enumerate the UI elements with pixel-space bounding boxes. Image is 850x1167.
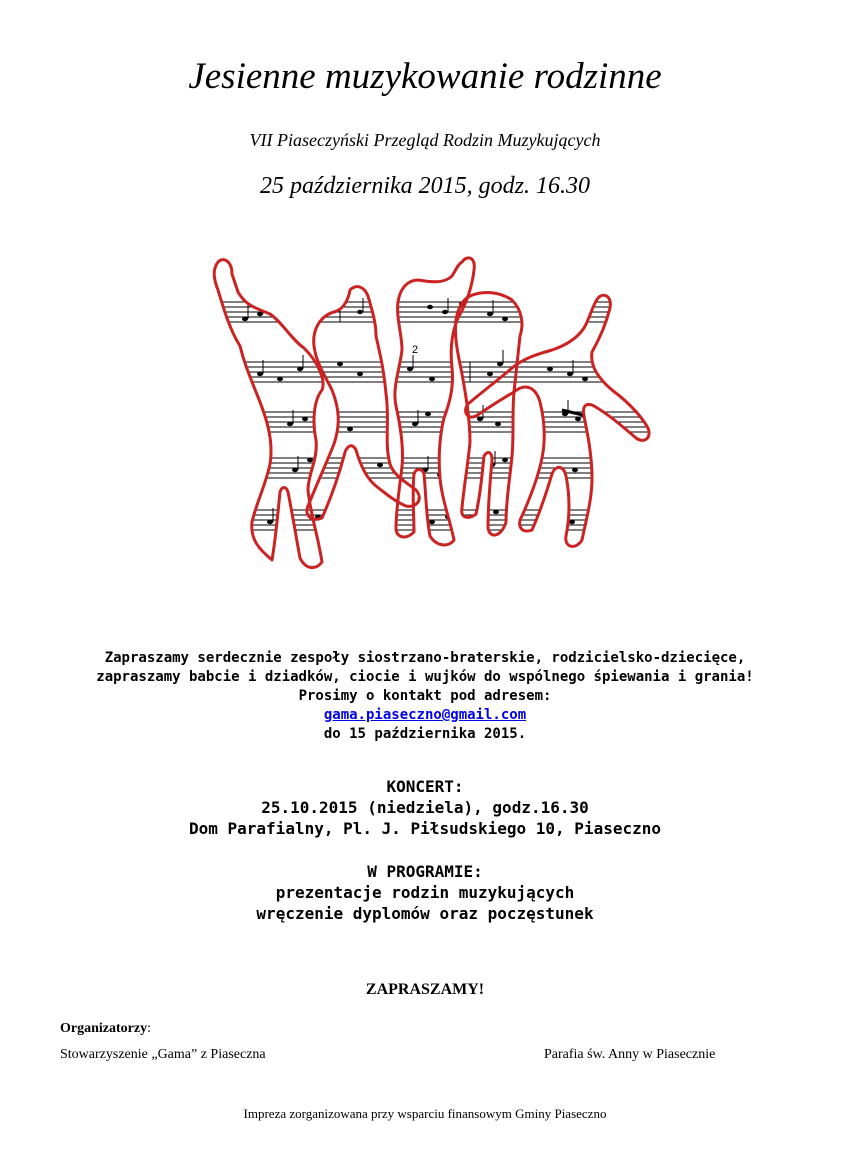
concert-venue: Dom Parafialny, Pl. J. Piłsudskiego 10, Piaseczno (188, 819, 661, 838)
organizers-label (60, 1021, 151, 1037)
event-date: 25 października 2015, godz. 16.30 (260, 173, 590, 199)
concert-heading: KONCERT: (386, 777, 464, 796)
closing-invitation: ZAPRASZAMY! (365, 981, 485, 998)
funding-footer: Impreza zorganizowana przy wsparciu finansowym Gminy Piaseczno (243, 1106, 607, 1121)
contact-prompt: Prosimy o kontakt pod adresem: (298, 688, 552, 704)
contact-deadline: do 15 października 2015. (323, 726, 527, 742)
program-item: prezentacje rodzin muzykujących (275, 883, 575, 902)
organizers-label-text: Organizatorzy (60, 1021, 148, 1036)
invitation-line: Zapraszamy serdecznie zespoły siostrzano-braterskie, rodzicielsko-dziecięce, (104, 650, 746, 666)
invitation-text (0, 649, 850, 744)
organizer-gama: Stowarzyszenie „Gama” z Piaseczna (60, 1047, 266, 1062)
contact-email-link[interactable]: gama.piaseczno@gmail.com (323, 707, 527, 723)
dancing-people-sheet-music-icon (200, 250, 660, 590)
page-title: Jesienne muzykowanie rodzinne (188, 56, 662, 97)
organizer-parish: Parafia św. Anny w Piasecznie (544, 1047, 716, 1062)
program-heading: W PROGRAMIE: (367, 862, 483, 881)
program-section (0, 861, 850, 924)
event-subtitle: VII Piaseczyński Przegląd Rodzin Muzykujących (249, 130, 601, 150)
program-item: wręczenie dyplomów oraz poczęstunek (256, 904, 594, 923)
organizers-label-colon: : (147, 1021, 151, 1036)
concert-section (0, 776, 850, 839)
invitation-line: zapraszamy babcie i dziadków, ciocie i wujków do wspólnego śpiewania i grania! (96, 669, 754, 685)
staff-number: 2 (412, 344, 419, 356)
concert-date: 25.10.2015 (niedziela), godz.16.30 (261, 798, 589, 817)
